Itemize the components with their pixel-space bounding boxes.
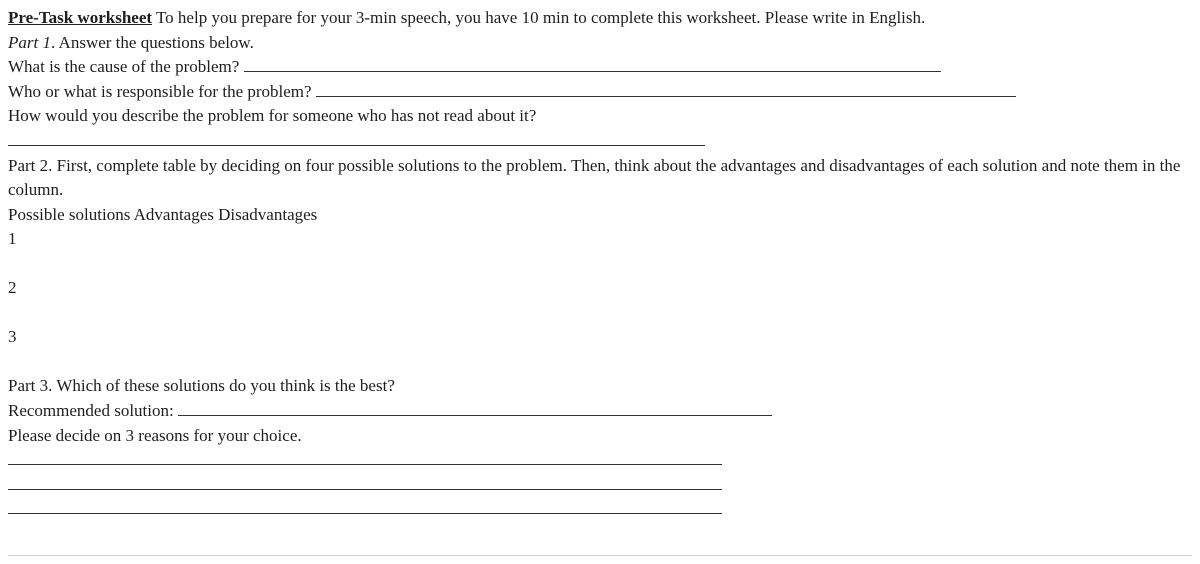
question-describe-text: How would you describe the problem for someone who has not read about it? [8,106,537,126]
recommended-solution-blank[interactable] [178,400,772,416]
worksheet-title: Pre-Task worksheet [8,8,153,27]
part3-question: Part 3. Which of these solutions do you think is the best? [8,376,395,396]
recommended-solution-line [8,399,1192,424]
reasons-prompt: Please decide on 3 reasons for your choice. [8,425,302,445]
question-responsible-text: Who or what is responsible for the problem? [8,81,312,101]
question-responsible [8,80,1192,105]
reason-line-1 [8,448,1192,473]
solutions-table-header: Possible solutions Advantages Disadvantages [8,204,318,224]
intro-line [8,6,1192,31]
answer-describe-row [8,129,1192,154]
reason-blank-3[interactable] [8,498,722,514]
recommended-solution-label: Recommended solution: [8,400,174,420]
part2-instruction: Part 2. First, complete table by deciding on four possible solutions to the problem. Then, think about the advantages and disadvantages of each solution and note them in the column. [8,155,1181,200]
part1-label: Part 1 [8,32,51,52]
question-describe [8,104,1192,129]
part1-heading [8,31,1192,56]
answer-cause-blank[interactable] [244,56,941,72]
reason-line-3 [8,497,1192,522]
bottom-divider [8,555,1192,556]
part1-instruction: . Answer the questions below. [50,32,254,52]
reason-blank-1[interactable] [8,449,722,465]
solution-row-1: 1 [8,229,17,249]
worksheet [8,6,1192,522]
solution-row-2: 2 [8,278,17,298]
reason-line-2 [8,473,1192,498]
question-cause-text: What is the cause of the problem? [8,57,240,77]
answer-responsible-blank[interactable] [316,81,1016,97]
reason-blank-2[interactable] [8,474,722,490]
solution-row-3: 3 [8,327,17,347]
question-cause [8,55,1192,80]
worksheet-intro: To help you prepare for your 3-min speech, you have 10 min to complete this worksheet. Please write in English. [152,8,926,27]
answer-describe-blank[interactable] [8,130,705,146]
